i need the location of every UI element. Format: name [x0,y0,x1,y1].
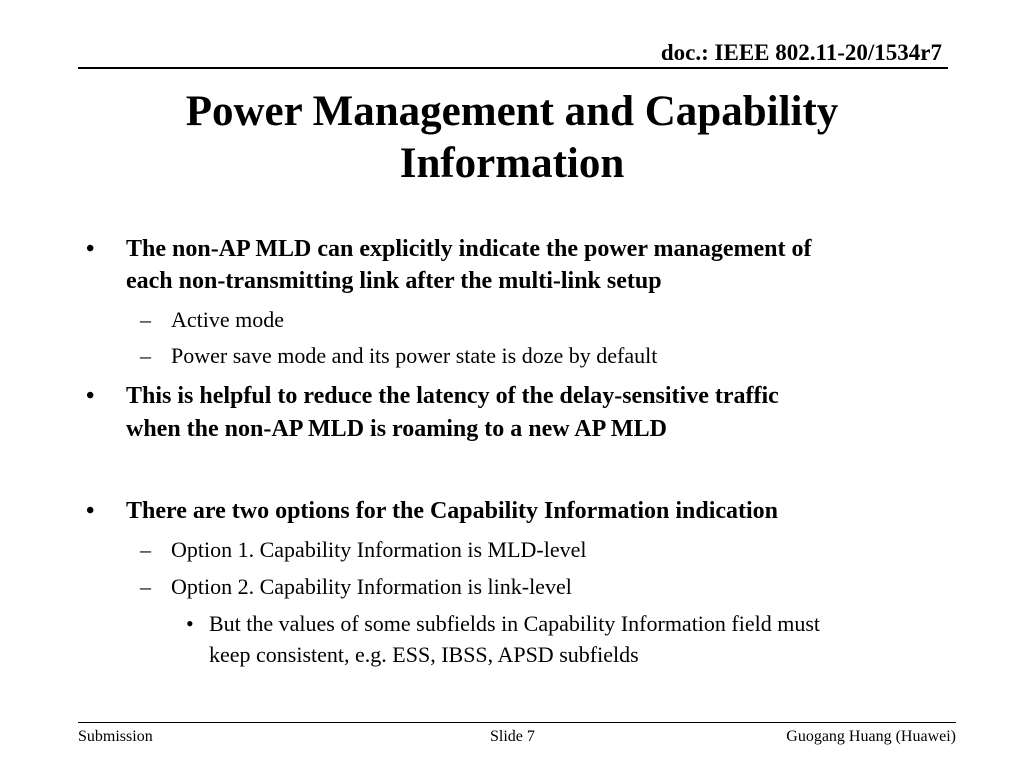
slide-title-line-1: Power Management and Capability [185,88,839,135]
bullet-2-line-2: when the non-AP MLD is roaming to a new AP MLD [126,416,667,442]
bullet-1-sub-2: Power save mode and its power state is doze by default [171,343,658,368]
slide-title-line-2: Information [399,140,625,187]
bullet-marker: • [86,383,95,409]
dash-marker: – [140,537,151,562]
bullet-3-subsub-line-2: keep consistent, e.g. ESS, IBSS, APSD subfields [209,642,639,667]
bullet-3-sub-2: Option 2. Capability Information is link-level [171,574,572,599]
bullet-marker: • [86,498,95,524]
bullet-1-line-2: each non-transmitting link after the multi-link setup [126,268,662,294]
dash-marker: – [140,307,151,332]
bullet-3-sub-1: Option 1. Capability Information is MLD-level [171,537,587,562]
footer-divider [78,722,956,723]
bullet-3-line-1: There are two options for the Capability Information indication [126,498,779,524]
footer-author: Guogang Huang (Huawei) [786,728,956,745]
bullet-1-sub-1: Active mode [171,307,285,332]
document-id: doc.: IEEE 802.11-20/1534r7 [660,40,942,65]
bullet-marker: • [186,611,194,636]
footer-submission: Submission [78,728,153,745]
bullet-2-line-1: This is helpful to reduce the latency of the delay-sensitive traffic [126,383,779,409]
dash-marker: – [140,343,151,368]
bullet-1-line-1: The non-AP MLD can explicitly indicate the power management of [126,236,812,262]
bullet-marker: • [86,236,95,262]
dash-marker: – [140,574,151,599]
bullet-3-subsub-line-1: But the values of some subfields in Capability Information field must [209,611,821,636]
footer-slide-number: Slide 7 [490,728,535,745]
